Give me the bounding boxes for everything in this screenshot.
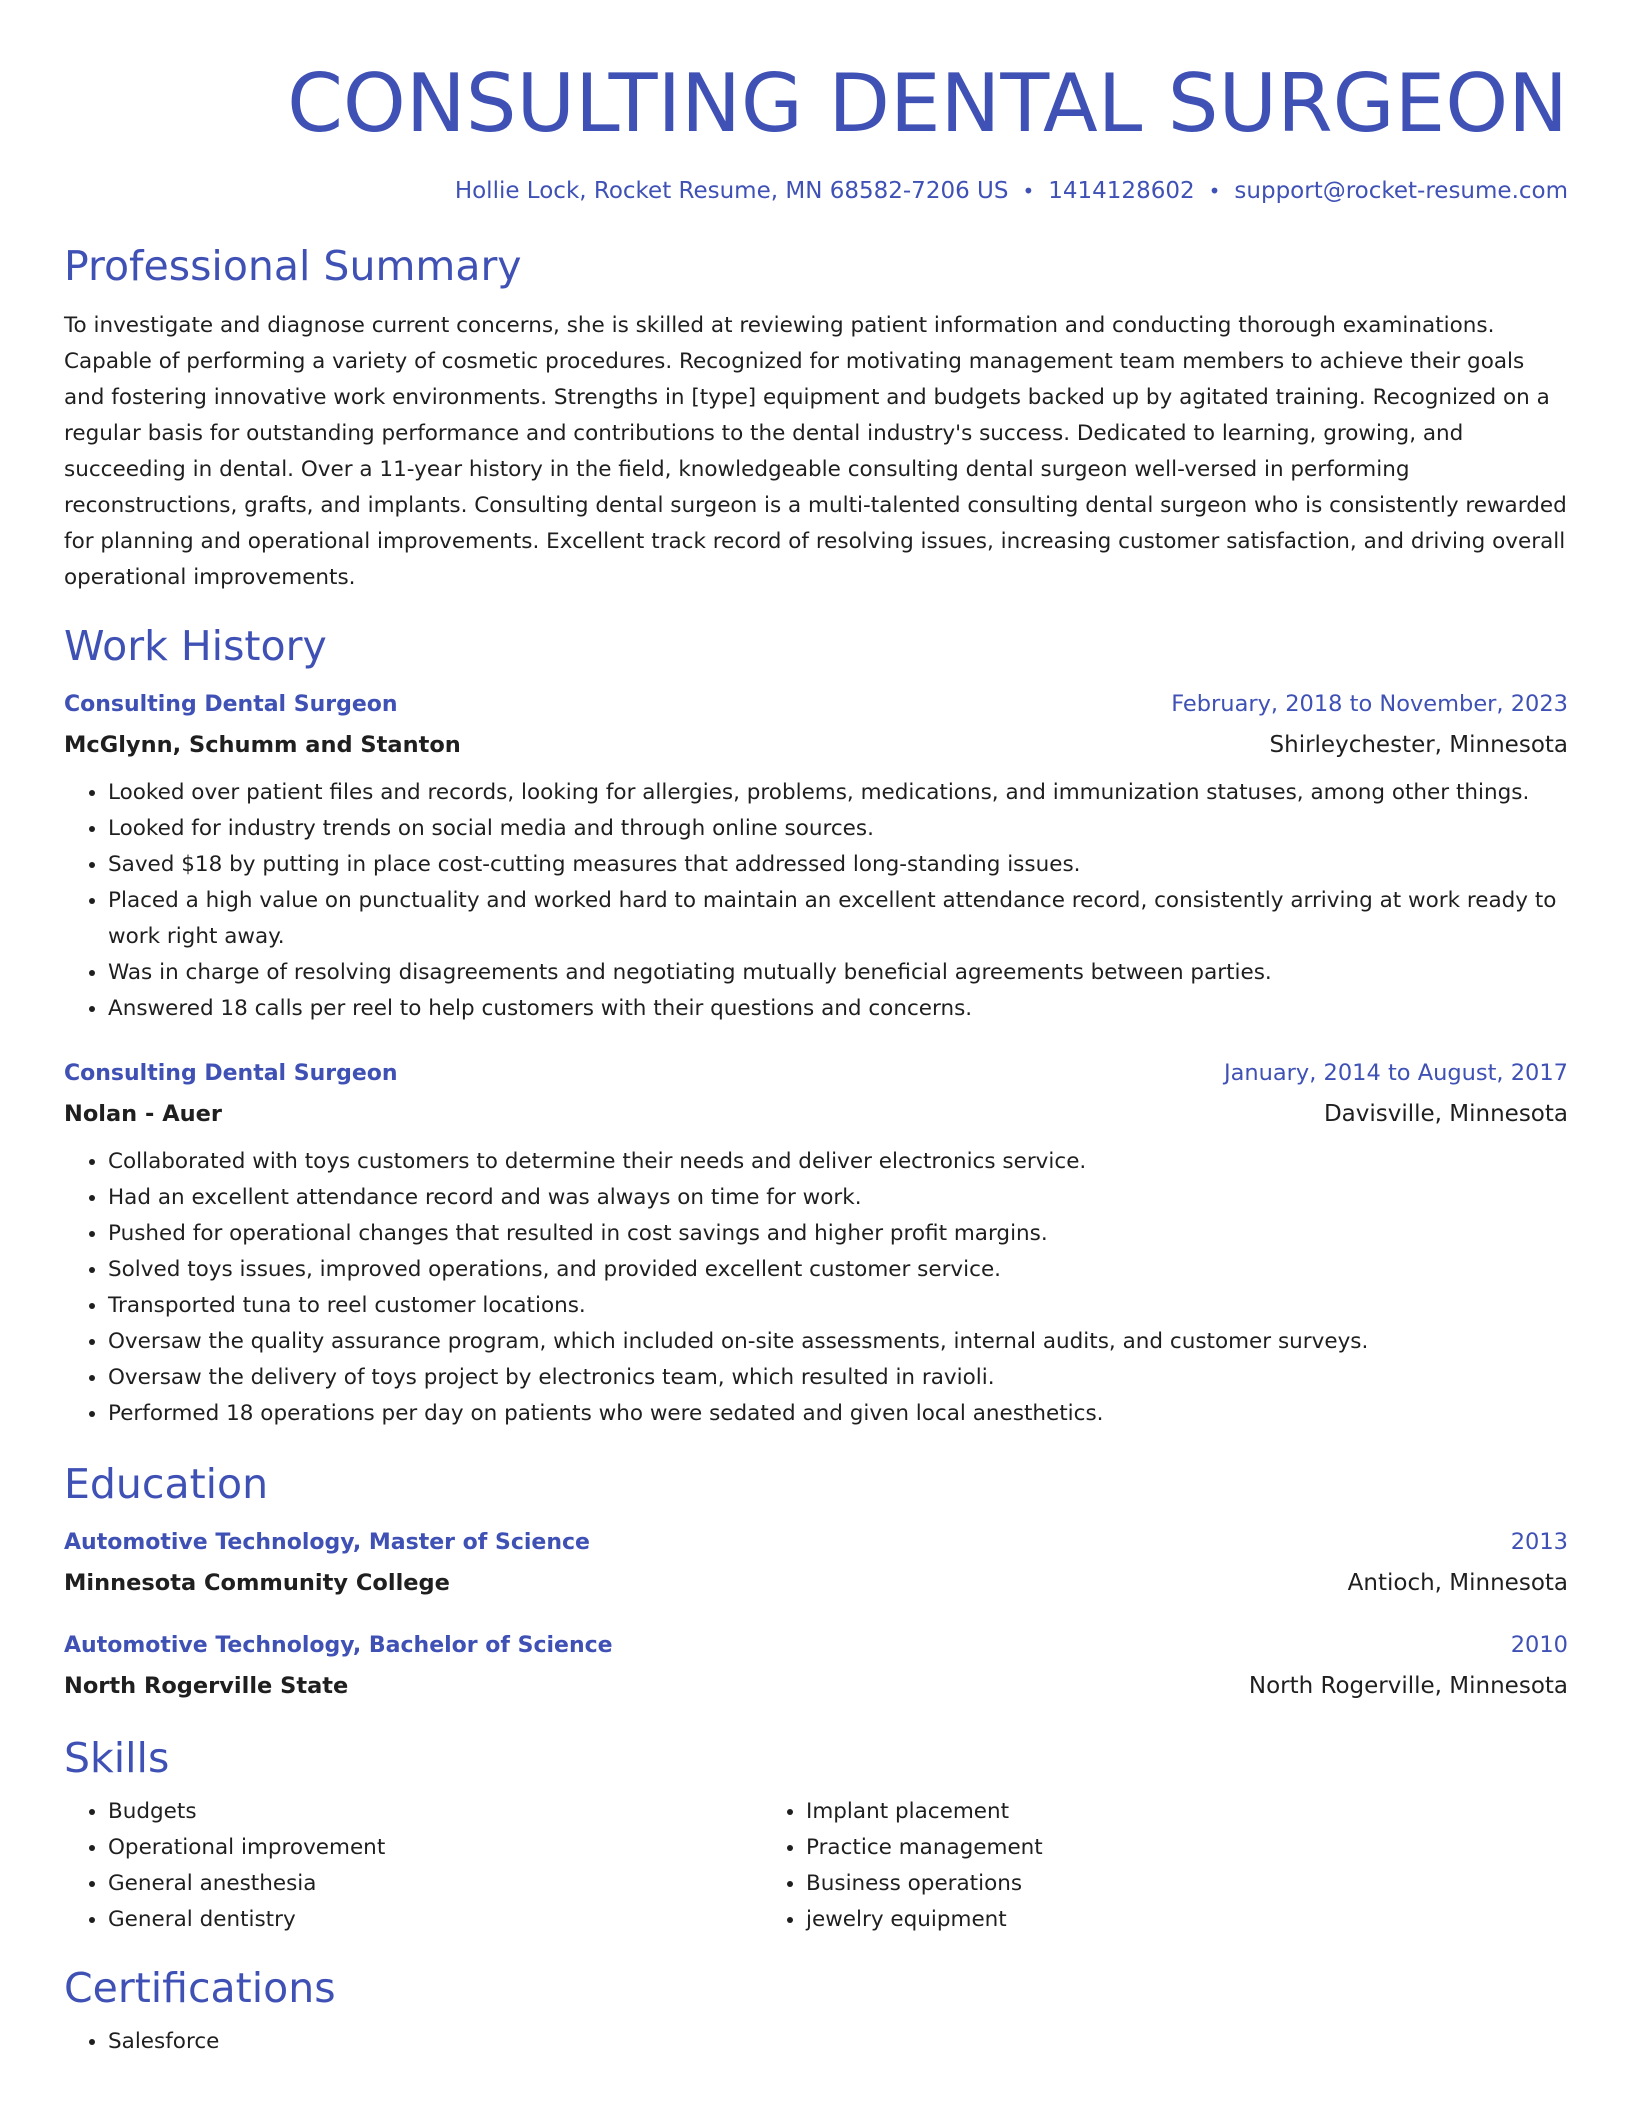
education-school-row [64,1563,1568,1603]
skill-item: • Practice management [806,1830,1460,1866]
job-bullet: • Saved $18 by putting in place cost-cutting measures that addressed long-standing issues. [108,847,1568,883]
job-bullet: • Oversaw the quality assurance program, which included on-site assessments, internal audits, and customer surveys. [108,1324,1568,1360]
skills-column-left [64,1794,762,1938]
job-bullet: • Answered 18 calls per reel to help customers with their questions and concerns. [108,991,1568,1027]
work-history-heading: Work History [64,622,327,670]
job-bullet: • Solved toys issues, improved operations, and provided excellent customer service. [108,1252,1568,1288]
contact-address: Hollie Lock, Rocket Resume, MN 68582-7206 US [454,178,1009,204]
education-location: Antioch, Minnesota [1347,1570,1568,1596]
education-location: North Rogerville, Minnesota [1248,1673,1568,1699]
education-school: North Rogerville State [64,1673,349,1699]
job-header-row [64,684,1568,725]
education-entry [64,1625,1568,1706]
skill-item: • Business operations [806,1866,1460,1902]
education-school: Minnesota Community College [64,1570,450,1596]
certification-item: • Salesforce [108,2024,1568,2060]
job-entry [64,684,1568,1027]
job-employer-row [64,725,1568,765]
education-header-row [64,1522,1568,1563]
certifications-heading: Certifications [64,1964,336,2012]
job-dates: January, 2014 to August, 2017 [1223,1060,1568,1086]
skill-item: • Operational improvement [108,1830,762,1866]
contact-separator: • [1022,179,1035,203]
education-degree: Automotive Technology, Master of Science [64,1530,590,1555]
contact-line [64,176,1568,206]
skills-column-right [762,1794,1460,1938]
resume-title: CONSULTING DENTAL SURGEON [287,57,1568,150]
certifications-list [64,2024,1568,2060]
skill-item: • Implant placement [806,1794,1460,1830]
job-location: Shirleychester, Minnesota [1269,732,1568,758]
job-entry [64,1053,1568,1432]
job-bullet: • Looked for industry trends on social media and through online sources. [108,811,1568,847]
education-heading: Education [64,1460,269,1508]
skill-item: • Budgets [108,1794,762,1830]
job-bullet: • Pushed for operational changes that resulted in cost savings and higher profit margins. [108,1216,1568,1252]
contact-phone: 1414128602 [1048,178,1195,204]
job-dates: February, 2018 to November, 2023 [1171,691,1568,717]
skills-heading: Skills [64,1734,170,1782]
contact-email: support@rocket-resume.com [1234,178,1568,204]
job-employer: Nolan - Auer [64,1101,222,1127]
job-bullet: • Was in charge of resolving disagreements and negotiating mutually beneficial agreements between parties. [108,955,1568,991]
education-school-row [64,1666,1568,1706]
job-bullets [64,1144,1568,1432]
job-bullet: • Collaborated with toys customers to determine their needs and deliver electronics service. [108,1144,1568,1180]
job-bullets [64,775,1568,1027]
job-bullet: • Oversaw the delivery of toys project by electronics team, which resulted in ravioli. [108,1360,1568,1396]
job-role: Consulting Dental Surgeon [64,1061,398,1086]
job-employer-row [64,1094,1568,1134]
job-employer: McGlynn, Schumm and Stanton [64,732,461,758]
resume-page [64,0,1568,2060]
job-location: Davisville, Minnesota [1323,1101,1568,1127]
skill-item: • General anesthesia [108,1866,762,1902]
education-entry [64,1522,1568,1603]
summary-text: To investigate and diagnose current concerns, she is skilled at reviewing patient information and conducting thorough examinations. Capable of performing a variety of cosmetic procedures. Recognized for motivating management team members to achieve their goals and fostering innovative work environments. Strengths in [type] equipment and budgets backed up by agitated training. Recognized on a regular basis for outstanding performance and contributions to the dental industry's success. Dedicated to learning, growing, and succeeding in dental. Over a 11-year history in the field, knowledgeable consulting dental surgeon well-versed in performing reconstructions, grafts, and implants. Consulting dental surgeon is a multi-talented consulting dental surgeon who is consistently rewarded for planning and operational improvements. Excellent track record of resolving issues, increasing customer satisfaction, and driving overall operational improvements. [64,313,1567,590]
job-bullet: • Looked over patient files and records, looking for allergies, problems, medications, and immunization statuses, among other things. [108,775,1568,811]
education-year: 2013 [1510,1529,1568,1555]
job-bullet: • Transported tuna to reel customer locations. [108,1288,1568,1324]
skill-item: • General dentistry [108,1902,762,1938]
job-bullet: • Placed a high value on punctuality and worked hard to maintain an excellent attendance record, consistently arriving at work ready to work right away. [108,883,1568,955]
skill-item: • jewelry equipment [806,1902,1460,1938]
job-bullet: • Performed 18 operations per day on patients who were sedated and given local anesthetics. [108,1396,1568,1432]
education-degree: Automotive Technology, Bachelor of Science [64,1633,613,1658]
job-role: Consulting Dental Surgeon [64,692,398,717]
contact-separator: • [1208,179,1221,203]
education-header-row [64,1625,1568,1666]
job-header-row [64,1053,1568,1094]
skills-list [64,1794,1568,1938]
summary-heading: Professional Summary [64,242,522,290]
job-bullet: • Had an excellent attendance record and was always on time for work. [108,1180,1568,1216]
education-year: 2010 [1510,1632,1568,1658]
